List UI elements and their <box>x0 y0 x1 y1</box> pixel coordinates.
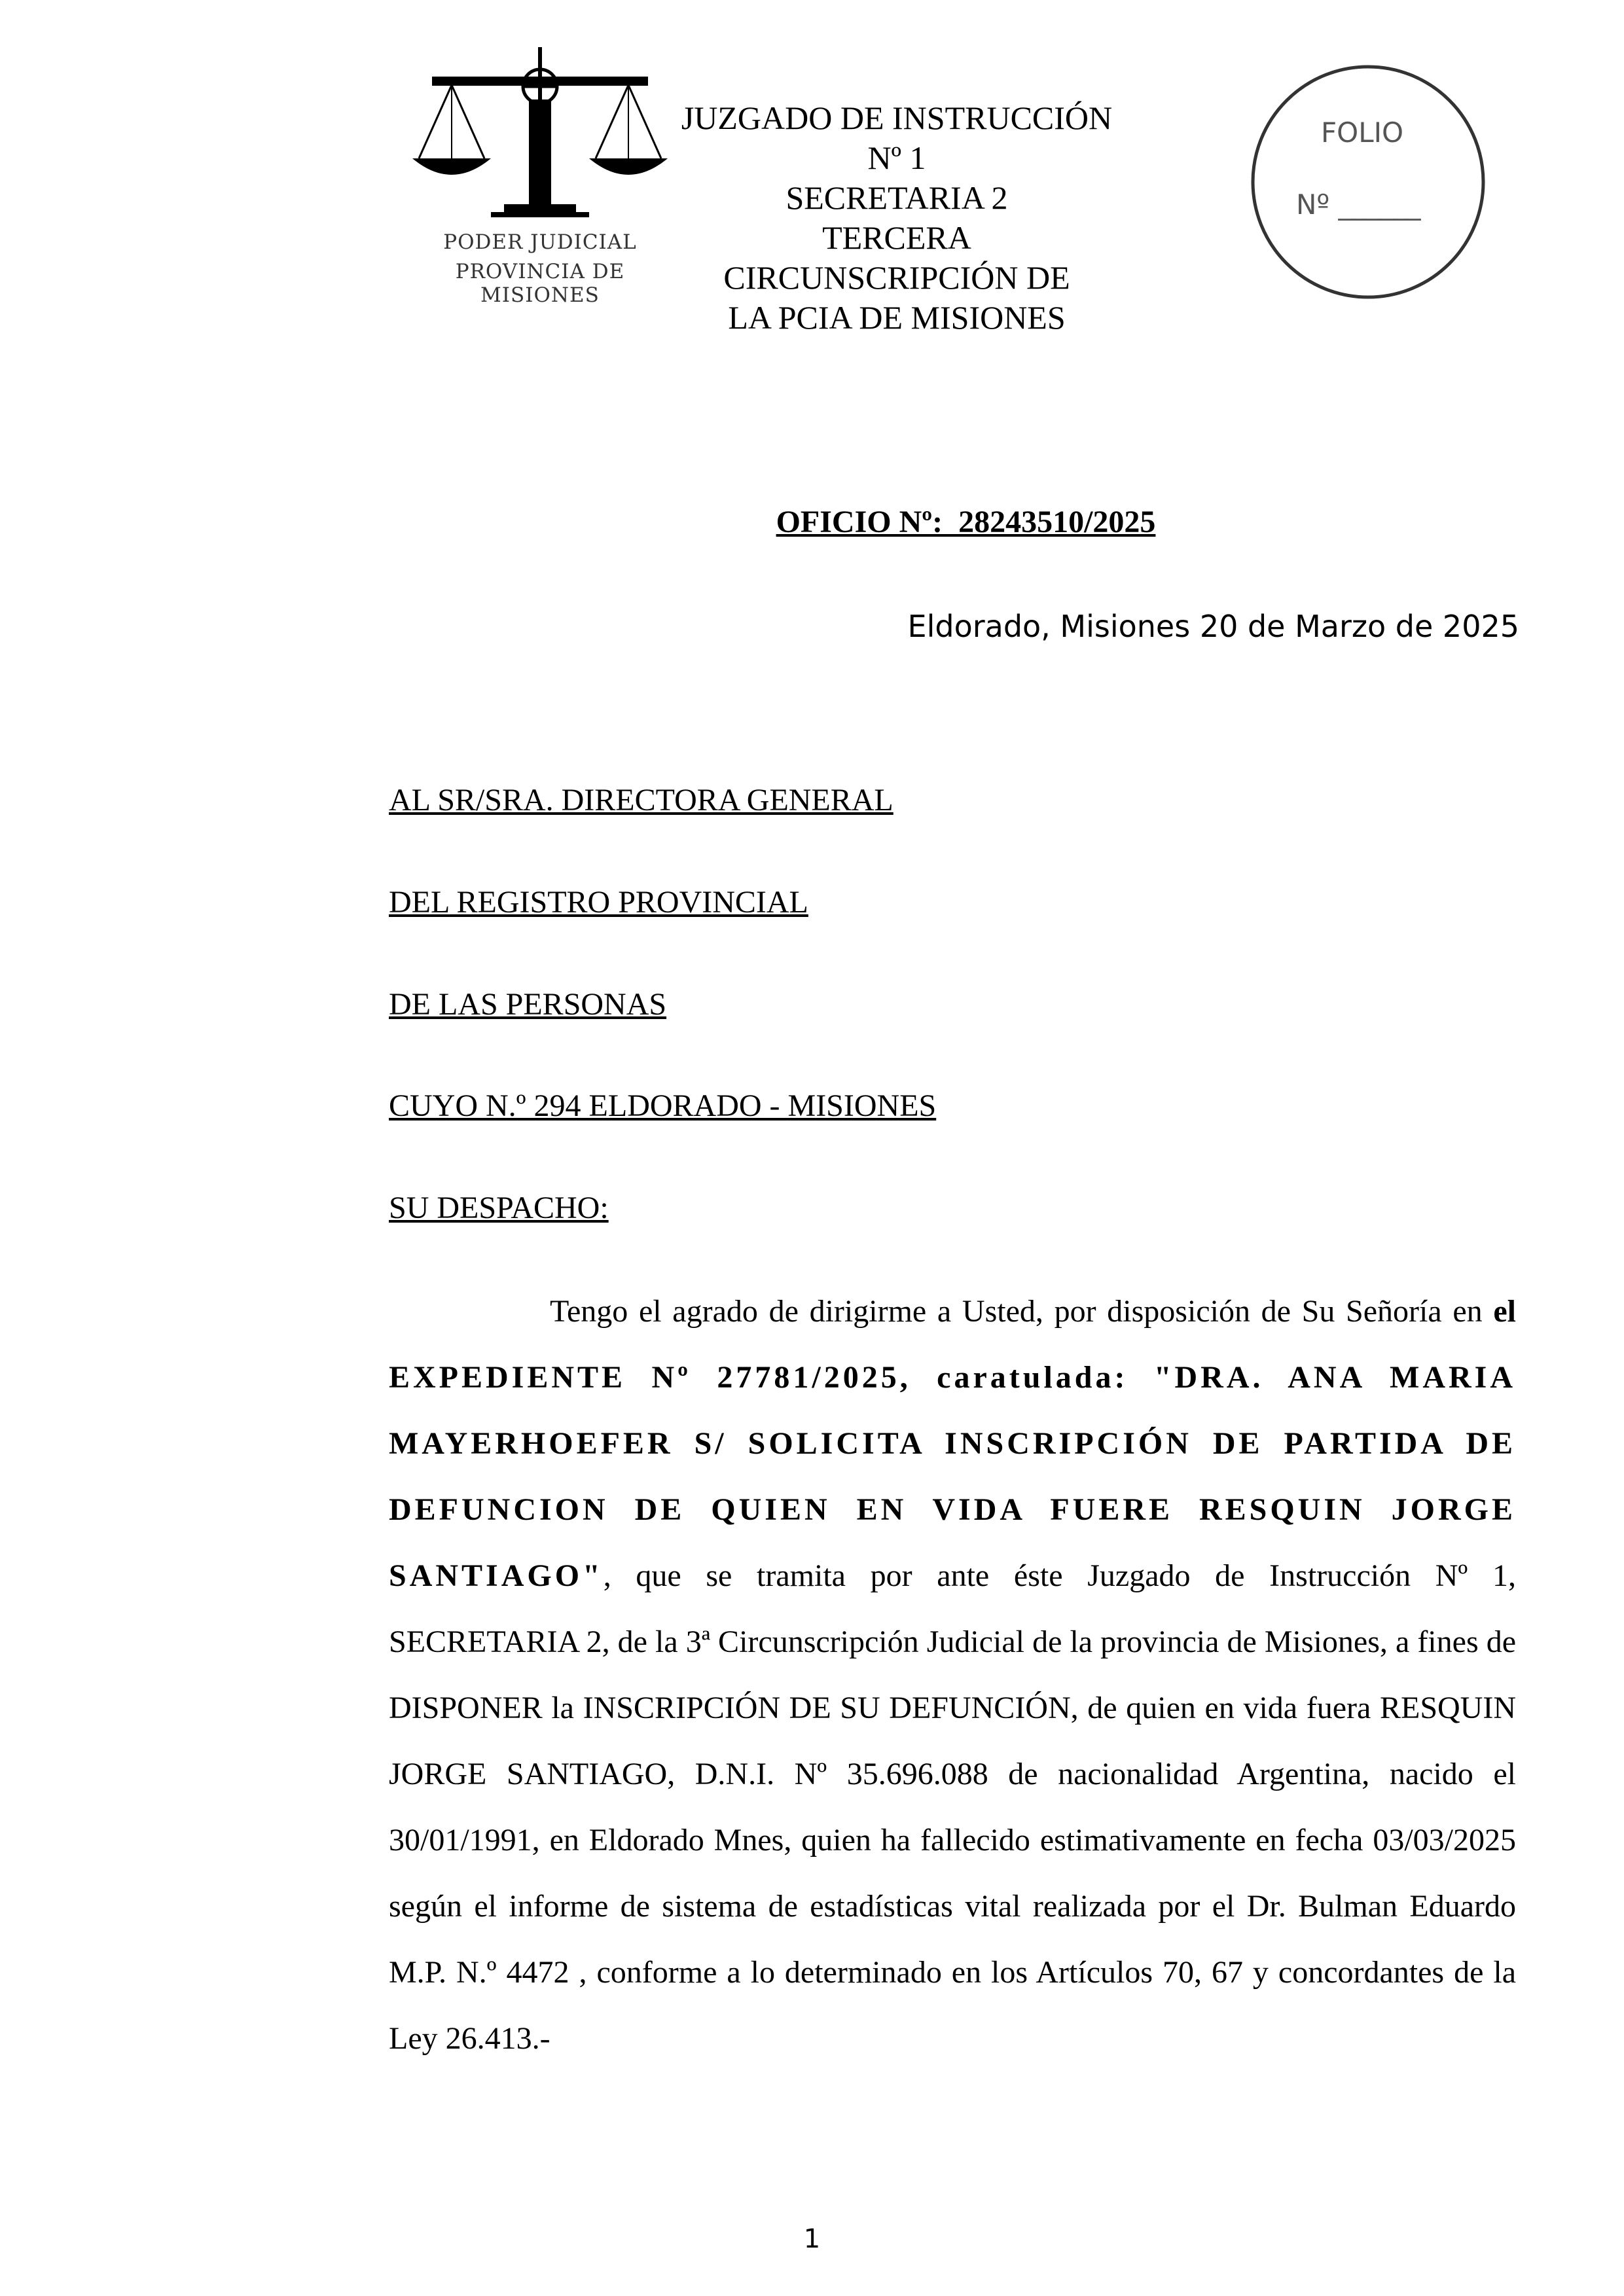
body-paragraph <box>389 1278 1516 2072</box>
body-case-title: EXPEDIENTE Nº 27781/2025, caratulada: "DRA. ANA MARIA MAYERHOEFER S/ SOLICITA INSCRIPCIÓN DE PARTIDA DE DEFUNCION DE QUIEN EN VIDA FUERE RESQUIN JORGE SANTIAGO" <box>389 1360 1516 1593</box>
body-intro: Tengo el agrado de dirigirme a Usted, por disposición de Su Señoría en <box>550 1294 1494 1329</box>
logo-line-2: PROVINCIA DE MISIONES <box>455 260 625 307</box>
document-date: Eldorado, Misiones 20 de Marzo de 2025 <box>907 609 1519 644</box>
address-line-3: DE LAS PERSONAS <box>389 987 667 1022</box>
header-line-3: TERCERA CIRCUNSCRIPCIÓN DE <box>723 219 1070 296</box>
header-line-1: JUZGADO DE INSTRUCCIÓN Nº 1 <box>681 99 1113 176</box>
header-line-4: LA PCIA DE MISIONES <box>728 299 1066 336</box>
oficio-number-text: OFICIO Nº: 28243510/2025 <box>776 505 1156 539</box>
folio-label: FOLIO <box>1321 117 1404 149</box>
logo-line-1: PODER JUDICIAL <box>443 230 637 254</box>
address-line-5: SU DESPACHO: <box>389 1191 609 1225</box>
folio-number-label: Nº ______ <box>1296 188 1421 221</box>
address-line-2: DEL REGISTRO PROVINCIAL <box>389 885 808 920</box>
court-header <box>674 98 1119 338</box>
address-line-4: CUYO N.º 294 ELDORADO - MISIONES <box>389 1088 937 1123</box>
oficio-number <box>0 504 1624 540</box>
address-line-1: AL SR/SRA. DIRECTORA GENERAL <box>389 783 893 817</box>
header-line-2: SECRETARIA 2 <box>785 179 1008 216</box>
body-rest: , que se tramita por ante éste Juzgado de Instrucción Nº 1, SECRETARIA 2, de la 3ª Circunscripción Judicial de la provincia de Misiones, a fines de DISPONER la INSCRIPCIÓN DE SU DEFUNCIÓN, de quien en vida fuera RESQUIN JORGE SANTIAGO, D.N.I. Nº 35.696.088 de nacionalidad Argentina, nacido el 30/01/1991, en Eldorado Mnes, quien ha fallecido estimativamente en fecha 03/03/2025 según el informe de sistema de estadísticas vital realizada por el Dr. Bulman Eduardo M.P. N.º 4472 , conforme a lo determinado en los Artículos 70, 67 y concordantes de la Ley 26.413.- <box>389 1558 1516 2056</box>
body-bold-el: el <box>1493 1294 1516 1329</box>
page-number: 1 <box>803 2224 821 2254</box>
scales-of-justice-icon <box>406 41 674 237</box>
folio-stamp <box>1244 58 1492 306</box>
poder-judicial-logo <box>406 41 674 307</box>
folio-circle <box>1244 58 1492 306</box>
